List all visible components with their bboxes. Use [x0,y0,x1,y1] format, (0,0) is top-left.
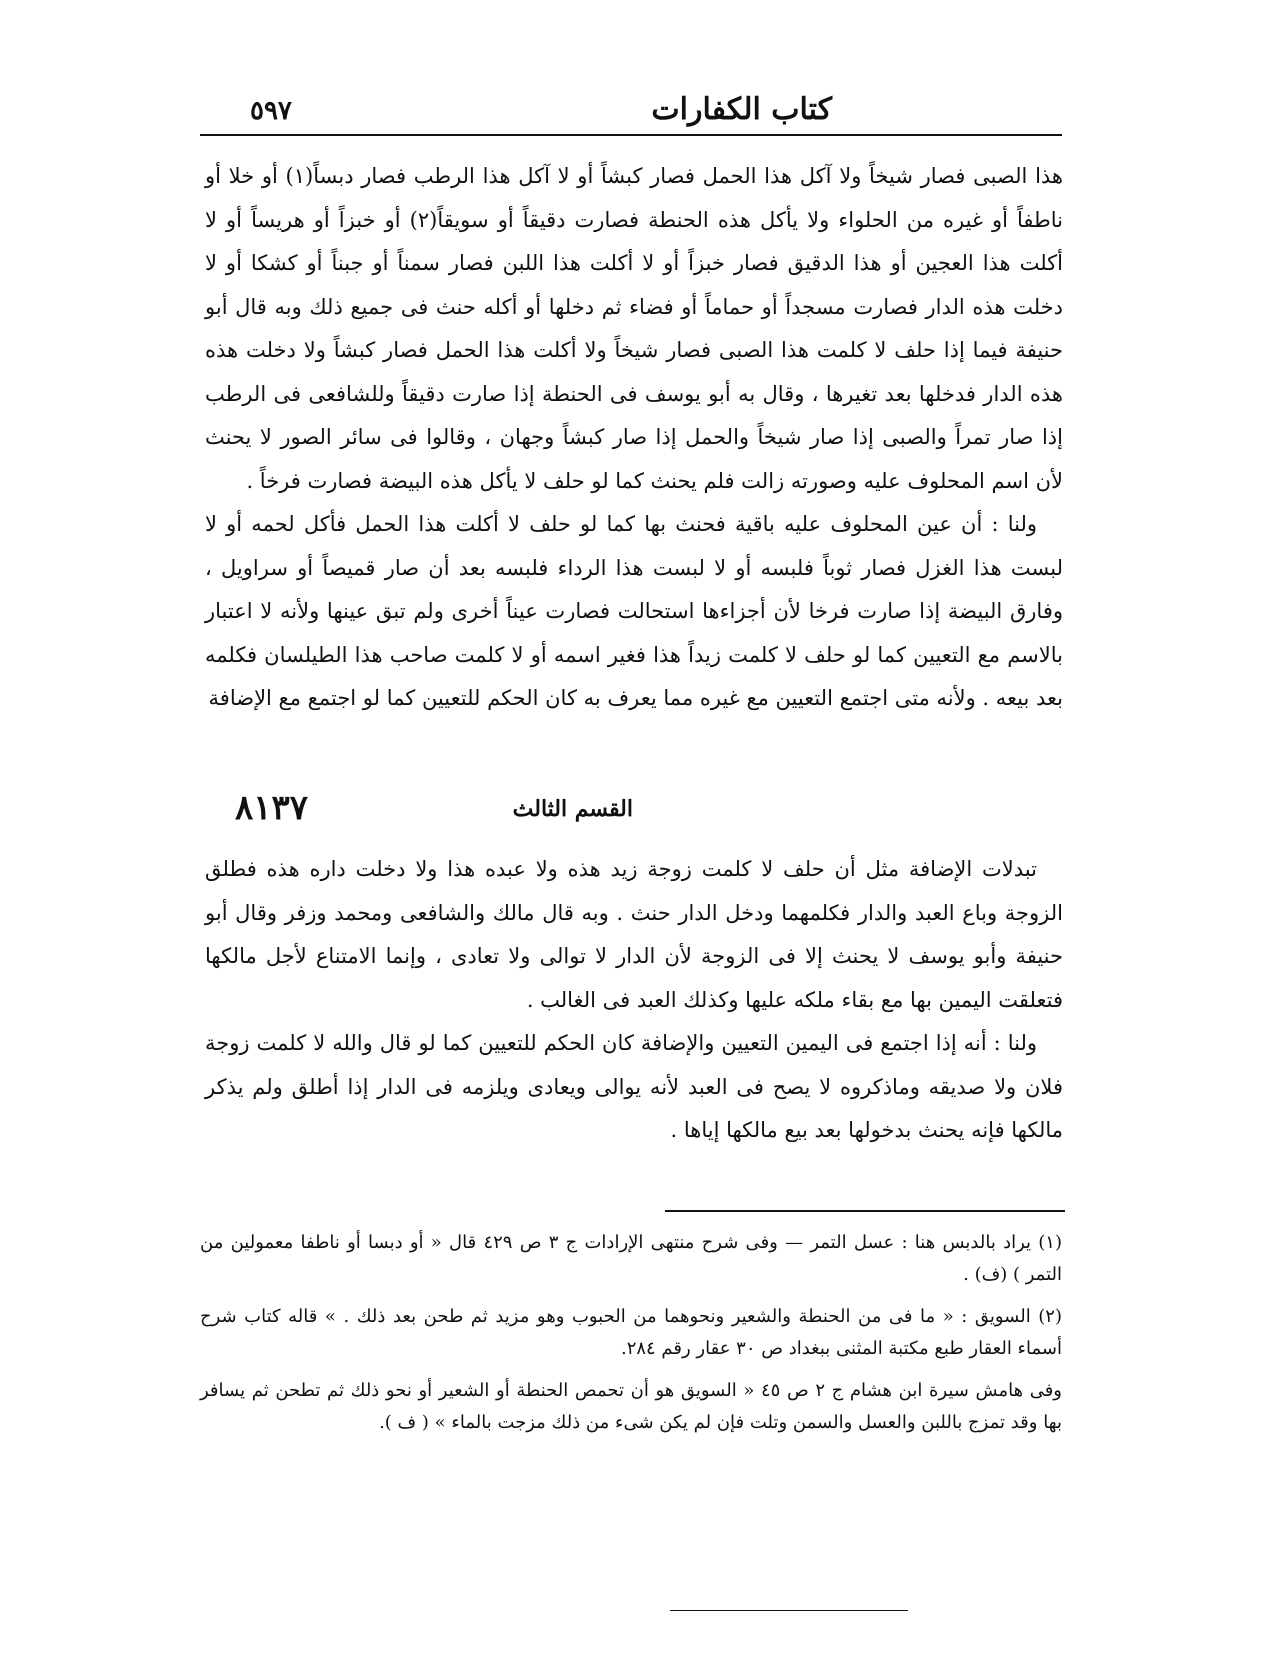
main-text-bottom [205,848,1063,1153]
section-number: ٨١٣٧ [235,788,309,828]
footnote-1: (١) يراد بالدبس هنا : عسل التمر — وفى شرح منتهى الإرادات ج ٣ ص ٤٢٩ قال « أو دبسا أو ناطفا معمولين من التمر ) (ف) . [200,1232,1062,1285]
paragraph-1: هذا الصبى فصار شيخاً ولا آكل هذا الحمل فصار كبشاً أو لا آكل هذا الرطب فصار دبساً(١) أو خلا أو ناطفاً أو غيره من الحلواء ولا يأكل هذه الحنطة فصارت دقيقاً أو سويقاً(٢) أو خبزاً أو هريساً أو لا أكلت هذا العجين أو هذا الدقيق فصار خبزاً أو لا أكلت هذا اللبن فصار سمناً أو جبناً أو كشكا أو لا دخلت هذه الدار فصارت مسجداً أو حماماً أو فضاء ثم دخلها أو أكله حنث فى جميع ذلك وبه قال أبو حنيفة فيما إذا حلف لا كلمت هذا الصبى فصار شيخاً ولا أكلت هذا الحمل فصار كبشاً ولا دخلت هذه هذه الدار فدخلها بعد تغيرها ، وقال به أبو يوسف فى الحنطة إذا صارت دقيقاً وللشافعى فى الرطب إذا صار تمراً والصبى إذا صار شيخاً والحمل إذا صار كبشاً وجهان ، وقالوا فى سائر الصور لا يحنث لأن اسم المحلوف عليه وصورته زالت فلم يحنث كما لو حلف لا يأكل هذه البيضة فصارت فرخاً . [205,164,1064,493]
header-rule [200,134,1062,136]
main-text-top [205,155,1063,721]
footnote-rule [665,1210,1065,1212]
page-number: ٥٩٧ [250,96,292,126]
section-heading [205,788,1063,840]
paragraph-3: تبدلات الإضافة مثل أن حلف لا كلمت زوجة زيد هذه ولا عبده هذا ولا دخلت داره هذه فطلق الزوجة وباع العبد والدار فكلمهما ودخل الدار حنث . وبه قال مالك والشافعى ومحمد وزفر وقال أبو حنيفة وأبو يوسف لا يحنث إلا فى الزوجة لأن الدار لا توالى ولا تعادى ، وإنما الامتناع لأجل مالكها فتعلقت اليمين بها مع بقاء ملكه عليها وكذلك العبد فى الغالب . [205,857,1063,1012]
bottom-rule [670,1610,908,1611]
footnote-3: وفى هامش سيرة ابن هشام ج ٢ ص ٤٥ « السويق هو أن تحمص الحنطة أو الشعير أو نحو ذلك ثم تطحن ثم يسافر بها وقد تمزج باللبن والعسل والسمن وتلت فإن لم يكن شىء من ذلك مزجت بالماء » ( ف ). [200,1380,1062,1433]
running-header [210,92,1062,132]
section-title: القسم الثالث [512,796,633,822]
paragraph-4: ولنا : أنه إذا اجتمع فى اليمين التعيين والإضافة كان الحكم للتعيين كما لو قال والله لا كلمت زوجة فلان ولا صديقه وماذكروه لا يصح فى العبد لأنه يوالى ويعادى ويلزمه فى الدار إذا أطلق ولم يذكر مالكها فإنه يحنث بدخولها بعد بيع مالكها إياها . [205,1031,1063,1142]
footnotes [200,1227,1062,1449]
chapter-title: كتاب الكفارات [651,92,832,127]
paragraph-2: ولنا : أن عين المحلوف عليه باقية فحنث بها كما لو حلف لا أكلت هذا الحمل فأكل لحمه أو لا لبست هذا الغزل فصار ثوباً فلبسه أو لا لبست هذا الرداء فلبسه بعد أن صار قميصاً أو سراويل ، وفارق البيضة إذا صارت فرخا لأن أجزاءها استحالت فصارت عيناً أخرى ولم تبق عينها ولأنه لا اعتبار بالاسم مع التعيين كما لو حلف لا كلمت زيداً هذا فغير اسمه أو لا كلمت صاحب هذا الطيلسان فكلمه بعد بيعه . ولأنه متى اجتمع التعيين مع غيره مما يعرف به كان الحكم للتعيين كما لو اجتمع مع الإضافة [205,512,1063,710]
footnote-2: (٢) السويق : « ما فى من الحنطة والشعير ونحوهما من الحبوب وهو مزيد ثم طحن بعد ذلك . » قاله كتاب شرح أسماء العقار طبع مكتبة المثنى ببغداد ص ٣٠ عقار رقم ٢٨٤. [200,1306,1062,1359]
